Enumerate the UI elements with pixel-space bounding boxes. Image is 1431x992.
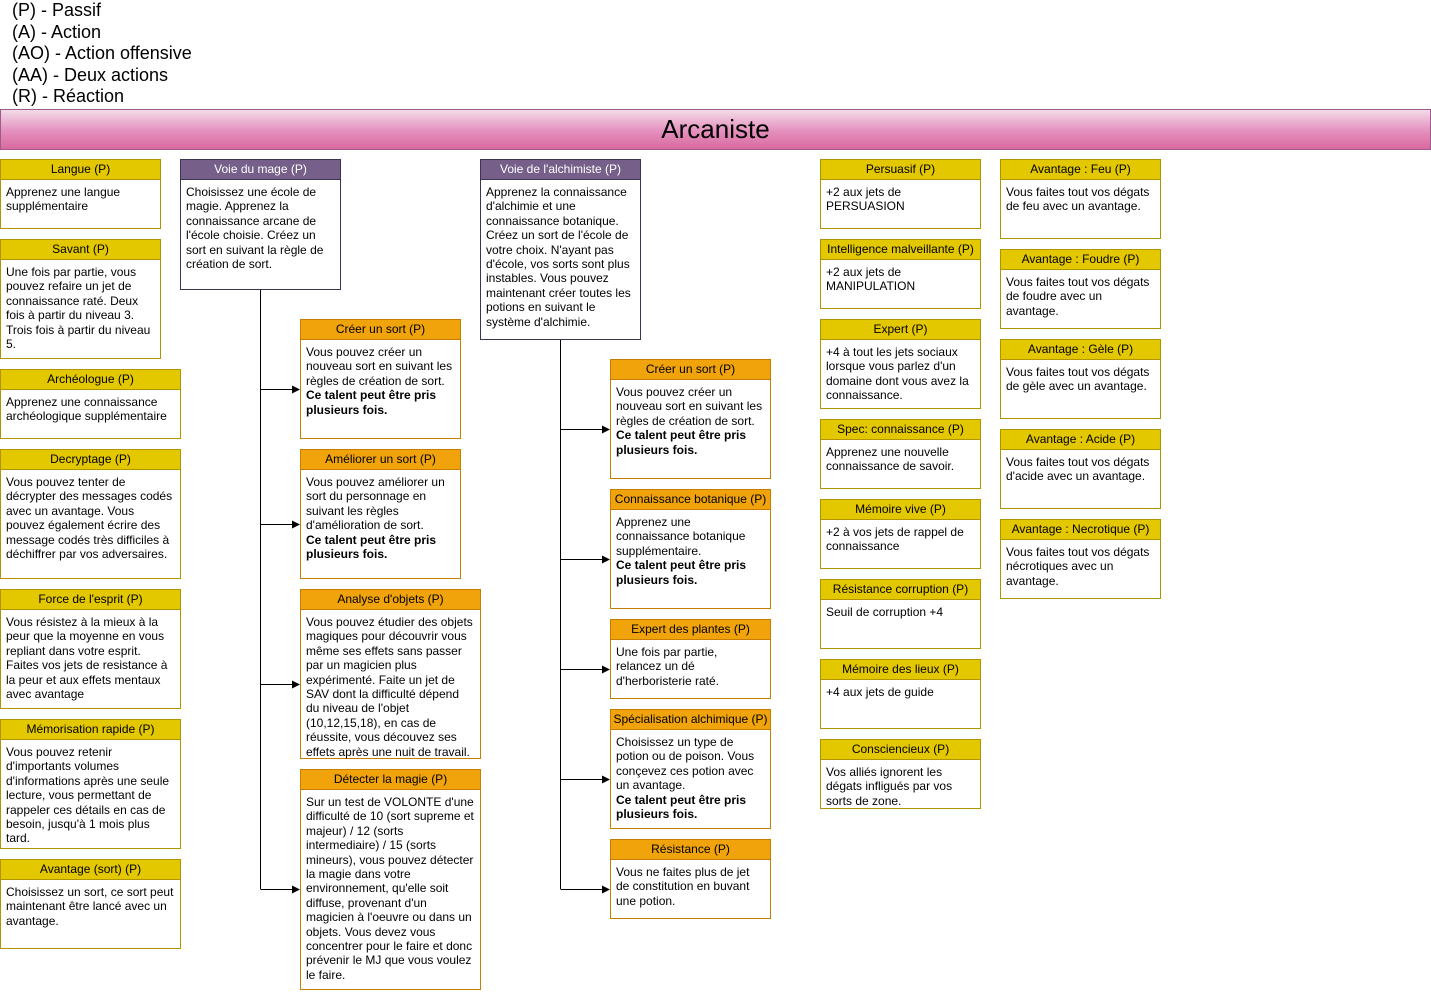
talent-card-resistance-corruption[interactable] (820, 579, 981, 649)
talent-card-mage-analyse-objets[interactable] (300, 589, 481, 759)
talent-title: Résistance (P) (611, 840, 770, 860)
talent-card-avantage-necrotique[interactable] (1000, 519, 1161, 599)
talent-card-force-esprit[interactable] (0, 589, 181, 709)
talent-title: Spécialisation alchimique (P) (611, 710, 770, 730)
talent-title: Améliorer un sort (P) (301, 450, 460, 470)
class-title-banner: Arcaniste (0, 109, 1431, 150)
talent-text: Choisissez un type de potion ou de poison. Vous conçevez ces potion avec un avantage. (616, 735, 755, 793)
talent-text: Vous ne faites plus de jet de constitution en buvant une potion. (616, 865, 750, 908)
legend-item: (AA) - Deux actions (12, 64, 169, 85)
talent-card-avantage-acide[interactable] (1000, 429, 1161, 509)
talent-title: Avantage : Necrotique (P) (1001, 520, 1160, 540)
talent-card-avantage-foudre[interactable] (1000, 249, 1161, 329)
talent-text: Vous pouvez créer un nouveau sort en suivant les règles de création de sort. (306, 345, 453, 388)
talent-text: Vous pouvez améliorer un sort du personnage en suivant les règles d'amélioration de sort. (306, 475, 445, 533)
talent-card-mage-detecter-magie[interactable] (300, 769, 481, 990)
talent-text: +2 à vos jets de rappel de connaissance (826, 525, 964, 554)
talent-text: Vous faites tout vos dégats nécrotiques avec un avantage. (1006, 545, 1150, 588)
talent-text: Vous pouvez tenter de décrypter des messages codés avec un avantage. Vous pouvez également écrire des message codés très difficiles à déchiffrer par vos adversaires. (6, 475, 173, 562)
talent-title: Spec: connaissance (P) (821, 420, 980, 440)
talent-text: Apprenez une nouvelle connaissance de savoir. (826, 445, 955, 474)
talent-title: Consciencieux (P) (821, 740, 980, 760)
talent-title: Intelligence malveillante (P) (821, 240, 980, 260)
talent-text: +4 aux jets de guide (826, 685, 934, 699)
talent-card-persuasif[interactable] (820, 159, 981, 229)
talent-title: Résistance corruption (P) (821, 580, 980, 600)
legend-item: (A) - Action (12, 21, 102, 42)
talent-text: Apprenez une connaissance botanique supplémentaire. (616, 515, 746, 558)
talent-title: Mémorisation rapide (P) (1, 720, 180, 740)
talent-note: Ce talent peut être pris plusieurs fois. (616, 558, 747, 587)
path-text: Apprenez la connaissance d'alchimie et une connaissance botanique. Créez un sort de l'école de votre choix. N'ayant pas d'école, vos sorts sont plus instables. Vous pouvez maintenant créer toutes les potions en suivant le système d'alchimie. (486, 185, 631, 329)
talent-card-spec-connaissance[interactable] (820, 419, 981, 489)
talent-card-mage-creer-sort[interactable] (300, 319, 461, 439)
talent-text: Apprenez une langue supplémentaire (6, 185, 121, 214)
talent-card-memoire-lieux[interactable] (820, 659, 981, 729)
talent-text: Vous pouvez étudier des objets magiques pour découvrir vous même ses effets sans passer par un magicien plus expérimenté. Faite un jet de SAV dont la difficulté dépend du niveau de l'objet (10,12,15,18), en cas de réussite, vous découvez ses effets après une nuit de travail. (306, 615, 473, 759)
talent-card-decryptage[interactable] (0, 449, 181, 579)
talent-card-expert[interactable] (820, 319, 981, 409)
talent-title: Mémoire vive (P) (821, 500, 980, 520)
talent-card-consciencieux[interactable] (820, 739, 981, 809)
talent-title: Avantage : Acide (P) (1001, 430, 1160, 450)
talent-text: Vous résistez à la mieux à la peur que la moyenne en vous repliant dans votre esprit. Faites vos jets de resistance à la peur et aux effets mentaux avec avantage (6, 615, 168, 702)
talent-card-alch-connaissance-botanique[interactable] (610, 489, 771, 609)
talent-text: Vous faites tout vos dégats de foudre avec un avantage. (1006, 275, 1150, 318)
talent-text: Sur un test de VOLONTE d'une difficulté de 10 (sort supreme et majeur) / 12 (sorts intermediaire) / 15 (sorts mineurs), vous pouvez détecter la magie dans votre environnement, qu'elle soit diffuse, provenant d'un magicien à l'oeuvre ou dans un objets. Vous devez vous concentrer pour le faire et donc prévenir le MJ que vous voulez le faire. (306, 795, 474, 982)
talent-card-alch-creer-sort[interactable] (610, 359, 771, 479)
talent-text: Une fois par partie, vous pouvez refaire un jet de connaissance raté. Deux fois à partir du niveau 3. Trois fois à partir du niveau 5. (6, 265, 151, 352)
talent-title: Expert des plantes (P) (611, 620, 770, 640)
talent-note: Ce talent peut être pris plusieurs fois. (616, 428, 747, 457)
talent-text: Vous faites tout vos dégats d'acide avec un avantage. (1006, 455, 1150, 484)
talent-text: Vous pouvez créer un nouveau sort en suivant les règles de création de sort. (616, 385, 763, 428)
talent-title: Langue (P) (1, 160, 160, 180)
talent-title: Analyse d'objets (P) (301, 590, 480, 610)
talent-card-mage-ameliorer-sort[interactable] (300, 449, 461, 579)
talent-note: Ce talent peut être pris plusieurs fois. (616, 792, 747, 822)
talent-title: Force de l'esprit (P) (1, 590, 180, 610)
path-title: Voie de l'alchimiste (P) (481, 160, 640, 180)
talent-card-avantage-feu[interactable] (1000, 159, 1161, 239)
talent-card-intelligence-malveillante[interactable] (820, 239, 981, 309)
legend-item: (AO) - Action offensive (12, 43, 192, 63)
talent-title: Avantage (sort) (P) (1, 860, 180, 880)
talent-title: Créer un sort (P) (611, 360, 770, 380)
talent-card-memoire-vive[interactable] (820, 499, 981, 569)
talent-card-avantage-sort[interactable] (0, 859, 181, 949)
talent-card-alch-expert-plantes[interactable] (610, 619, 771, 699)
talent-text: Choisissez un sort, ce sort peut maintenant être lancé avec un avantage. (6, 885, 174, 928)
talent-text: Seuil de corruption +4 (826, 605, 944, 619)
talent-title: Connaissance botanique (P) (611, 490, 770, 510)
talent-note: Ce talent peut être pris plusieurs fois. (306, 532, 437, 562)
talent-title: Expert (P) (821, 320, 980, 340)
talent-title: Avantage : Feu (P) (1001, 160, 1160, 180)
talent-text: +4 à tout les jets sociaux lorsque vous parlez d'un domaine dont vous avez la connaissance. (826, 345, 969, 403)
legend-item: (R) - Réaction (12, 86, 125, 106)
talent-title: Créer un sort (P) (301, 320, 460, 340)
talent-text: Vos alliés ignorent les dégats infligués par vos sorts de zone. (826, 765, 953, 808)
path-card-alchimiste[interactable] (480, 159, 641, 340)
talent-text: Vous faites tout vos dégats de gèle avec un avantage. (1006, 365, 1150, 394)
talent-title: Mémoire des lieux (P) (821, 660, 980, 680)
talent-text: +2 aux jets de MANIPULATION (826, 265, 916, 294)
talent-title: Persuasif (P) (821, 160, 980, 180)
talent-note: Ce talent peut être pris plusieurs fois. (306, 388, 437, 417)
talent-card-alch-resistance[interactable] (610, 839, 771, 919)
talent-title: Avantage : Foudre (P) (1001, 250, 1160, 270)
talent-title: Savant (P) (1, 240, 160, 260)
talent-card-alch-specialisation[interactable] (610, 709, 771, 829)
path-title: Voie du mage (P) (181, 160, 340, 180)
talent-text: Vous faites tout vos dégats de feu avec un avantage. (1006, 185, 1150, 214)
talent-text: +2 aux jets de PERSUASION (826, 185, 905, 214)
talent-title: Détecter la magie (P) (301, 770, 480, 790)
talent-card-savant[interactable] (0, 239, 161, 359)
talent-card-archeologue[interactable] (0, 369, 181, 439)
talent-title: Decryptage (P) (1, 450, 180, 470)
talent-text: Apprenez une connaissance archéologique supplémentaire (6, 395, 167, 424)
talent-text: Vous pouvez retenir d'importants volumes d'informations après une seule lecture, vous permettant de rappeler ces détails en cas de besoin, jusqu'à 1 mois plus tard. (6, 745, 170, 846)
legend-item: (P) - Passif (12, 0, 102, 20)
path-text: Choisissez une école de magie. Apprenez la connaissance arcane de l'école choisie. Créez un sort en suivant la règle de création de sort. (186, 185, 324, 272)
talent-card-langue[interactable] (0, 159, 161, 229)
talent-card-memorisation[interactable] (0, 719, 181, 849)
path-card-mage[interactable] (180, 159, 341, 290)
talent-title: Avantage : Gèle (P) (1001, 340, 1160, 360)
talent-text: Une fois par partie, relancez un dé d'herboristerie raté. (616, 645, 720, 688)
talent-card-avantage-gele[interactable] (1000, 339, 1161, 419)
talent-title: Archéologue (P) (1, 370, 180, 390)
